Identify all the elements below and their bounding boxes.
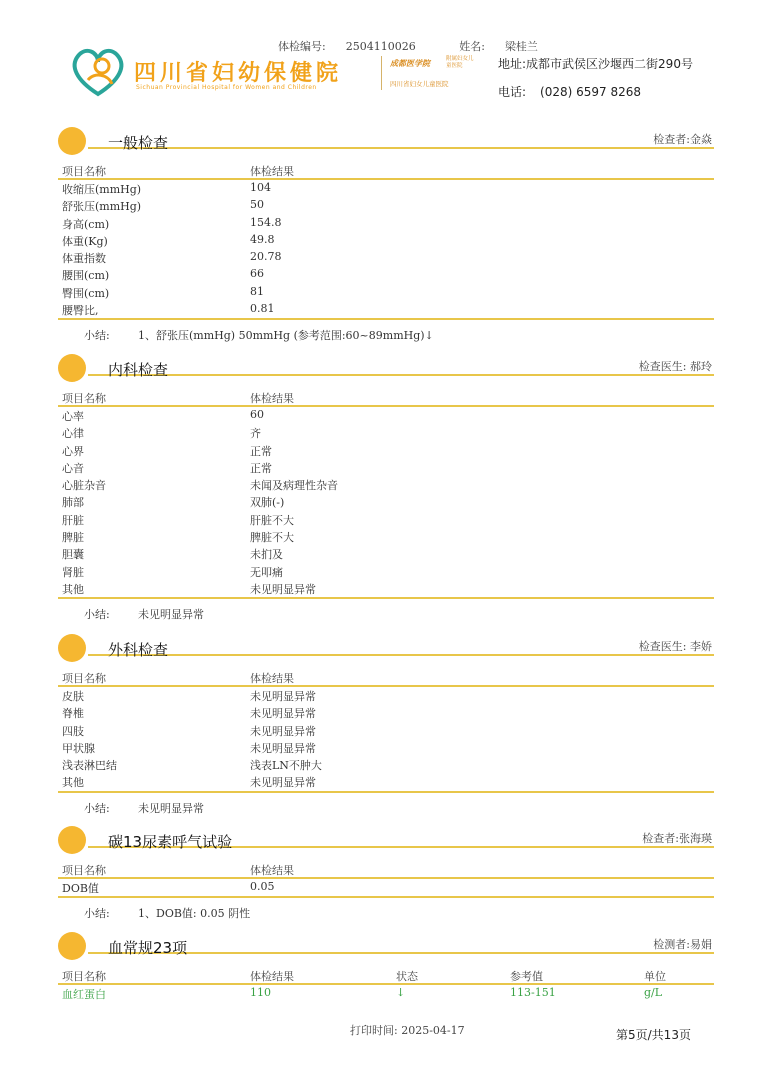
- table-row: [58, 476, 714, 493]
- section-title: 碳13尿素呼气试验: [108, 833, 233, 851]
- cell-item: 体重指数: [62, 252, 106, 266]
- table-row: [58, 493, 714, 510]
- cell-result: 0.81: [250, 302, 275, 316]
- tel-value: (028) 6597 8268: [540, 85, 642, 99]
- table-row: [58, 197, 714, 214]
- summary-text: 1、DOB值: 0.05 阴性: [138, 907, 251, 921]
- address-value: 成都市武侯区沙堰西二街290号: [526, 57, 693, 71]
- section-header: [58, 932, 714, 962]
- cell-item: 身高(cm): [62, 217, 110, 231]
- cell-result: 无叩痛: [250, 565, 283, 579]
- section-internal: [58, 354, 714, 621]
- col-result: 体检结果: [250, 392, 294, 405]
- cell-result: 浅表LN不肿大: [250, 759, 322, 773]
- cell-result: 肝脏不大: [250, 513, 294, 527]
- cell-result: 49.8: [250, 232, 275, 246]
- table-row: [58, 424, 714, 441]
- col-item: 项目名称: [62, 864, 106, 877]
- column-header: [58, 389, 714, 407]
- cell-item: 腰围(cm): [62, 269, 110, 283]
- rows-internal: [58, 407, 714, 597]
- cell-result: 正常: [250, 461, 272, 475]
- table-row: [58, 528, 714, 545]
- table-row: [58, 266, 714, 283]
- table-row: [58, 511, 714, 528]
- cell-item: 臀围(cm): [62, 286, 110, 300]
- summary-text: 未见明显异常: [138, 608, 204, 622]
- cell-item: 其他: [62, 776, 84, 790]
- cell-result: 81: [250, 284, 264, 298]
- summary-label: 小结:: [84, 801, 110, 815]
- col-result: 体检结果: [250, 672, 294, 685]
- cell-result: 未见明显异常: [250, 690, 316, 703]
- section-header: [58, 127, 714, 157]
- col-result: 体检结果: [250, 165, 294, 178]
- cell-item: 心率: [62, 410, 84, 423]
- summary: [58, 898, 714, 920]
- table-row: [58, 442, 714, 459]
- hospital-name-cn: 四川省妇幼保健院: [134, 61, 343, 86]
- cell-item: 甲状腺: [62, 741, 95, 755]
- table-row: [58, 773, 714, 790]
- cell-item: 皮肤: [62, 690, 84, 703]
- col-ref: 参考值: [510, 970, 543, 983]
- cell-result: 未见明显异常: [250, 582, 316, 596]
- col-status: 状态: [396, 970, 418, 983]
- cell-result: 未见明显异常: [250, 724, 316, 738]
- examiner: 检查者:张海瑛: [642, 832, 712, 845]
- cell-item: 体重(Kg): [62, 234, 108, 248]
- telephone: [498, 83, 641, 100]
- affiliate-name: 成都医学院: [390, 58, 430, 68]
- section-dot-icon: [58, 127, 86, 155]
- exam-no: 2504110026: [345, 40, 416, 53]
- examiner: 检测者:易娟: [653, 938, 712, 951]
- cell-result: 154.8: [250, 215, 282, 229]
- cell-result: 未见明显异常: [250, 741, 316, 755]
- cell-result: 50: [250, 198, 264, 212]
- section-c13: [58, 826, 714, 920]
- cell-result: 齐: [250, 427, 261, 441]
- cell-item: 心脏杂音: [62, 479, 106, 493]
- rows-surgery: [58, 687, 714, 791]
- table-row: [58, 459, 714, 476]
- header-divider: [381, 56, 382, 90]
- summary-text: 1、舒张压(mmHg) 50mmHg (参考范围:60~89mmHg)↓: [138, 329, 434, 343]
- cell-item: 脊椎: [62, 707, 84, 721]
- cell-item: 心音: [62, 461, 84, 475]
- cell-item: 脾脏: [62, 531, 84, 545]
- table-row: [58, 756, 714, 773]
- summary-label: 小结:: [84, 329, 110, 343]
- table-row: [58, 180, 714, 197]
- col-item: 项目名称: [62, 392, 106, 405]
- section-surgery: [58, 634, 714, 815]
- summary-label: 小结:: [84, 608, 110, 622]
- column-header: [58, 162, 714, 180]
- cell-status: ↓: [396, 986, 406, 999]
- section-header: [58, 826, 714, 856]
- col-item: 项目名称: [62, 672, 106, 685]
- table-row: [58, 739, 714, 756]
- summary-text: 未见明显异常: [138, 801, 204, 815]
- table-row: [58, 722, 714, 739]
- print-time: 打印时间: 2025-04-17: [350, 1024, 465, 1037]
- rows-c13: [58, 879, 714, 896]
- col-item: 项目名称: [62, 970, 106, 983]
- section-rule: [88, 147, 714, 149]
- cell-item: 肝脏: [62, 513, 84, 527]
- table-row: [58, 580, 714, 597]
- col-item: 项目名称: [62, 165, 106, 178]
- cell-result: 脾脏不大: [250, 531, 294, 545]
- page-number: 第5页/共13页: [616, 1028, 691, 1042]
- cell-result: 未扪及: [250, 548, 283, 562]
- section-header: [58, 634, 714, 664]
- cell-result: 60: [250, 408, 264, 421]
- table-row: [58, 704, 714, 721]
- section-dot-icon: [58, 826, 86, 854]
- cell-item: 肺部: [62, 496, 84, 510]
- section-title: 血常规23项: [108, 939, 188, 957]
- section-dot-icon: [58, 932, 86, 960]
- cell-result: 110: [250, 986, 271, 999]
- cell-result: 未见明显异常: [250, 776, 316, 790]
- summary: [58, 599, 714, 621]
- cell-unit: g/L: [644, 986, 663, 999]
- column-header: [58, 861, 714, 879]
- section-dot-icon: [58, 634, 86, 662]
- cell-result: 104: [250, 181, 271, 194]
- header-ids: [278, 38, 578, 54]
- cell-item: 舒张压(mmHg): [62, 200, 142, 214]
- cell-result: 0.05: [250, 880, 275, 893]
- col-result: 体检结果: [250, 864, 294, 877]
- cell-item: 肾脏: [62, 565, 84, 579]
- tel-label: 电话:: [498, 85, 527, 99]
- address: [498, 55, 693, 72]
- cell-result: 正常: [250, 444, 272, 458]
- cell-item: DOB值: [62, 882, 99, 895]
- hospital-name-en: Sichuan Provincial Hospital for Women and Children: [136, 84, 317, 91]
- summary: [58, 793, 714, 815]
- cell-item: 心律: [62, 427, 84, 441]
- cell-item: 胆囊: [62, 548, 84, 562]
- column-header: [58, 669, 714, 687]
- cell-result: 双肺(-): [250, 496, 285, 510]
- table-row: [58, 985, 714, 1002]
- cell-result: 未见明显异常: [250, 707, 316, 721]
- section-title: 内科检查: [108, 361, 169, 379]
- section-blood: [58, 932, 714, 1002]
- summary: [58, 320, 714, 342]
- cell-ref: 113-151: [510, 986, 556, 999]
- examiner: 检查医生: 李娇: [638, 640, 712, 653]
- cell-item: 其他: [62, 582, 84, 596]
- cell-item: 浅表淋巴结: [62, 759, 117, 773]
- table-row: [58, 879, 714, 896]
- section-title: 外科检查: [108, 641, 169, 659]
- col-result: 体检结果: [250, 970, 294, 983]
- summary-label: 小结:: [84, 907, 110, 921]
- table-row: [58, 545, 714, 562]
- column-header: [58, 967, 714, 985]
- section-header: [58, 354, 714, 384]
- table-row: [58, 301, 714, 318]
- exam-no-label: 体检编号:: [278, 40, 326, 53]
- section-general: [58, 127, 714, 342]
- table-row: [58, 232, 714, 249]
- col-unit: 单位: [644, 970, 666, 983]
- affiliate-name-3: 四川省妇女儿童医院: [390, 80, 449, 88]
- cell-item: 血红蛋白: [62, 988, 106, 1001]
- rows-blood: [58, 985, 714, 1002]
- table-row: [58, 249, 714, 266]
- rows-general: [58, 180, 714, 318]
- cell-item: 腰臀比,: [62, 304, 99, 318]
- cell-result: 66: [250, 267, 264, 281]
- examiner: 检查医生: 郝玲: [638, 360, 712, 373]
- table-row: [58, 687, 714, 704]
- cell-result: 20.78: [250, 250, 282, 264]
- section-dot-icon: [58, 354, 86, 382]
- cell-item: 心界: [62, 444, 84, 458]
- section-title: 一般检查: [108, 134, 169, 152]
- affiliate-name-2: 附属妇女儿童医院: [446, 56, 474, 69]
- cell-result: 未闻及病理性杂音: [250, 479, 338, 493]
- address-label: 地址:: [498, 57, 527, 71]
- table-row: [58, 563, 714, 580]
- hospital-logo-icon: [68, 44, 128, 100]
- examiner: 检查者:金焱: [653, 133, 712, 146]
- section-rule: [88, 654, 714, 656]
- cell-item: 收缩压(mmHg): [62, 183, 142, 196]
- cell-item: 四肢: [62, 724, 84, 738]
- patient-name: 梁桂兰: [504, 40, 538, 53]
- table-row: [58, 407, 714, 424]
- name-label: 姓名:: [459, 40, 485, 53]
- table-row: [58, 215, 714, 232]
- section-rule: [88, 374, 714, 376]
- table-row: [58, 284, 714, 301]
